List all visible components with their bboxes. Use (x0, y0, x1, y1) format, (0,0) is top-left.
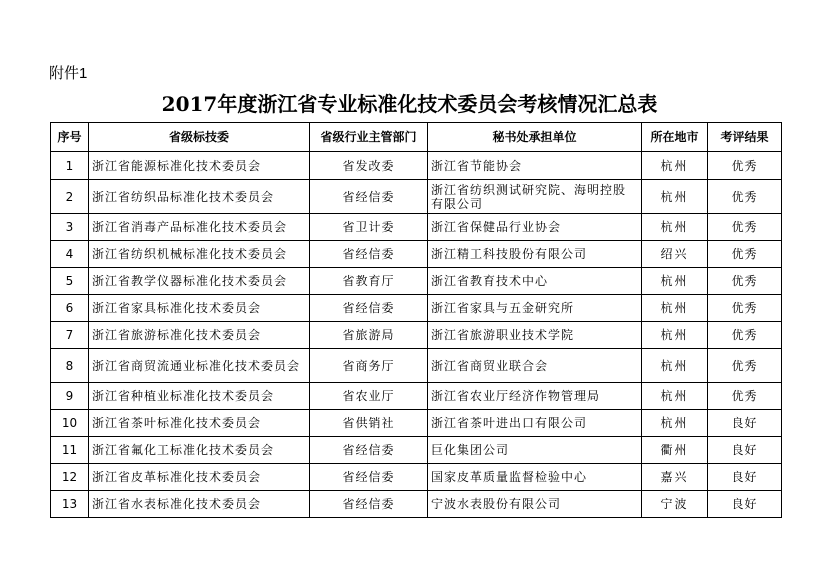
header-result: 考评结果 (708, 123, 782, 152)
cell-result: 良好 (708, 491, 782, 518)
cell-secretariat: 宁波水表股份有限公司 (428, 491, 642, 518)
cell-city: 杭州 (642, 268, 708, 295)
cell-secretariat: 浙江省教育技术中心 (428, 268, 642, 295)
cell-secretariat: 浙江省旅游职业技术学院 (428, 322, 642, 349)
cell-city: 绍兴 (642, 241, 708, 268)
cell-index: 4 (51, 241, 89, 268)
cell-committee: 浙江省教学仪器标准化技术委员会 (89, 268, 310, 295)
table-row (51, 152, 782, 180)
table-row (51, 268, 782, 295)
cell-secretariat: 浙江省农业厅经济作物管理局 (428, 383, 642, 410)
cell-city: 嘉兴 (642, 464, 708, 491)
table-row (51, 241, 782, 268)
cell-department: 省经信委 (310, 180, 428, 214)
cell-city: 杭州 (642, 152, 708, 180)
header-city: 所在地市 (642, 123, 708, 152)
cell-result: 优秀 (708, 322, 782, 349)
cell-department: 省经信委 (310, 491, 428, 518)
cell-committee: 浙江省能源标准化技术委员会 (89, 152, 310, 180)
cell-secretariat: 浙江精工科技股份有限公司 (428, 241, 642, 268)
cell-secretariat: 浙江省商贸业联合会 (428, 349, 642, 383)
header-department: 省级行业主管部门 (310, 123, 428, 152)
cell-committee: 浙江省旅游标准化技术委员会 (89, 322, 310, 349)
cell-index: 13 (51, 491, 89, 518)
cell-secretariat: 浙江省纺织测试研究院、海明控股有限公司 (428, 180, 642, 214)
cell-result: 优秀 (708, 268, 782, 295)
cell-index: 9 (51, 383, 89, 410)
header-secretariat: 秘书处承担单位 (428, 123, 642, 152)
cell-secretariat: 浙江省茶叶进出口有限公司 (428, 410, 642, 437)
cell-committee: 浙江省消毒产品标准化技术委员会 (89, 214, 310, 241)
table-row (51, 437, 782, 464)
cell-index: 7 (51, 322, 89, 349)
cell-committee: 浙江省纺织品标准化技术委员会 (89, 180, 310, 214)
summary-table (50, 122, 782, 518)
table-header-row (51, 123, 782, 152)
cell-department: 省经信委 (310, 241, 428, 268)
cell-result: 优秀 (708, 214, 782, 241)
cell-index: 1 (51, 152, 89, 180)
table-row (51, 322, 782, 349)
header-committee: 省级标技委 (89, 123, 310, 152)
table-row (51, 491, 782, 518)
cell-secretariat: 浙江省保健品行业协会 (428, 214, 642, 241)
cell-department: 省发改委 (310, 152, 428, 180)
cell-committee: 浙江省茶叶标准化技术委员会 (89, 410, 310, 437)
cell-city: 衢州 (642, 437, 708, 464)
cell-index: 3 (51, 214, 89, 241)
cell-index: 11 (51, 437, 89, 464)
cell-department: 省商务厅 (310, 349, 428, 383)
cell-city: 杭州 (642, 295, 708, 322)
cell-committee: 浙江省种植业标准化技术委员会 (89, 383, 310, 410)
cell-city: 杭州 (642, 383, 708, 410)
table-row (51, 214, 782, 241)
cell-department: 省供销社 (310, 410, 428, 437)
table-row (51, 464, 782, 491)
cell-result: 良好 (708, 464, 782, 491)
cell-result: 良好 (708, 437, 782, 464)
cell-result: 良好 (708, 410, 782, 437)
cell-index: 12 (51, 464, 89, 491)
cell-result: 优秀 (708, 295, 782, 322)
cell-city: 宁波 (642, 491, 708, 518)
cell-secretariat: 国家皮革质量监督检验中心 (428, 464, 642, 491)
cell-result: 优秀 (708, 180, 782, 214)
cell-result: 优秀 (708, 152, 782, 180)
cell-committee: 浙江省商贸流通业标准化技术委员会 (89, 349, 310, 383)
cell-committee: 浙江省氟化工标准化技术委员会 (89, 437, 310, 464)
cell-department: 省旅游局 (310, 322, 428, 349)
cell-department: 省经信委 (310, 437, 428, 464)
cell-city: 杭州 (642, 322, 708, 349)
cell-secretariat: 浙江省家具与五金研究所 (428, 295, 642, 322)
cell-secretariat: 巨化集团公司 (428, 437, 642, 464)
cell-committee: 浙江省皮革标准化技术委员会 (89, 464, 310, 491)
cell-committee: 浙江省水表标准化技术委员会 (89, 491, 310, 518)
attachment-label: 附件1 (49, 65, 88, 82)
cell-city: 杭州 (642, 349, 708, 383)
header-index: 序号 (51, 123, 89, 152)
cell-result: 优秀 (708, 383, 782, 410)
table-row (51, 180, 782, 214)
cell-index: 5 (51, 268, 89, 295)
cell-department: 省农业厅 (310, 383, 428, 410)
cell-index: 6 (51, 295, 89, 322)
table-row (51, 349, 782, 383)
cell-city: 杭州 (642, 180, 708, 214)
cell-committee: 浙江省家具标准化技术委员会 (89, 295, 310, 322)
cell-city: 杭州 (642, 214, 708, 241)
cell-department: 省经信委 (310, 464, 428, 491)
cell-index: 8 (51, 349, 89, 383)
cell-department: 省卫计委 (310, 214, 428, 241)
cell-result: 优秀 (708, 349, 782, 383)
table-row (51, 295, 782, 322)
cell-department: 省经信委 (310, 295, 428, 322)
cell-committee: 浙江省纺织机械标准化技术委员会 (89, 241, 310, 268)
cell-index: 10 (51, 410, 89, 437)
cell-secretariat: 浙江省节能协会 (428, 152, 642, 180)
table-row (51, 383, 782, 410)
table-row (51, 410, 782, 437)
cell-department: 省教育厅 (310, 268, 428, 295)
document-title: 2017年度浙江省专业标准化技术委员会考核情况汇总表 (161, 92, 658, 116)
cell-result: 优秀 (708, 241, 782, 268)
cell-index: 2 (51, 180, 89, 214)
cell-city: 杭州 (642, 410, 708, 437)
